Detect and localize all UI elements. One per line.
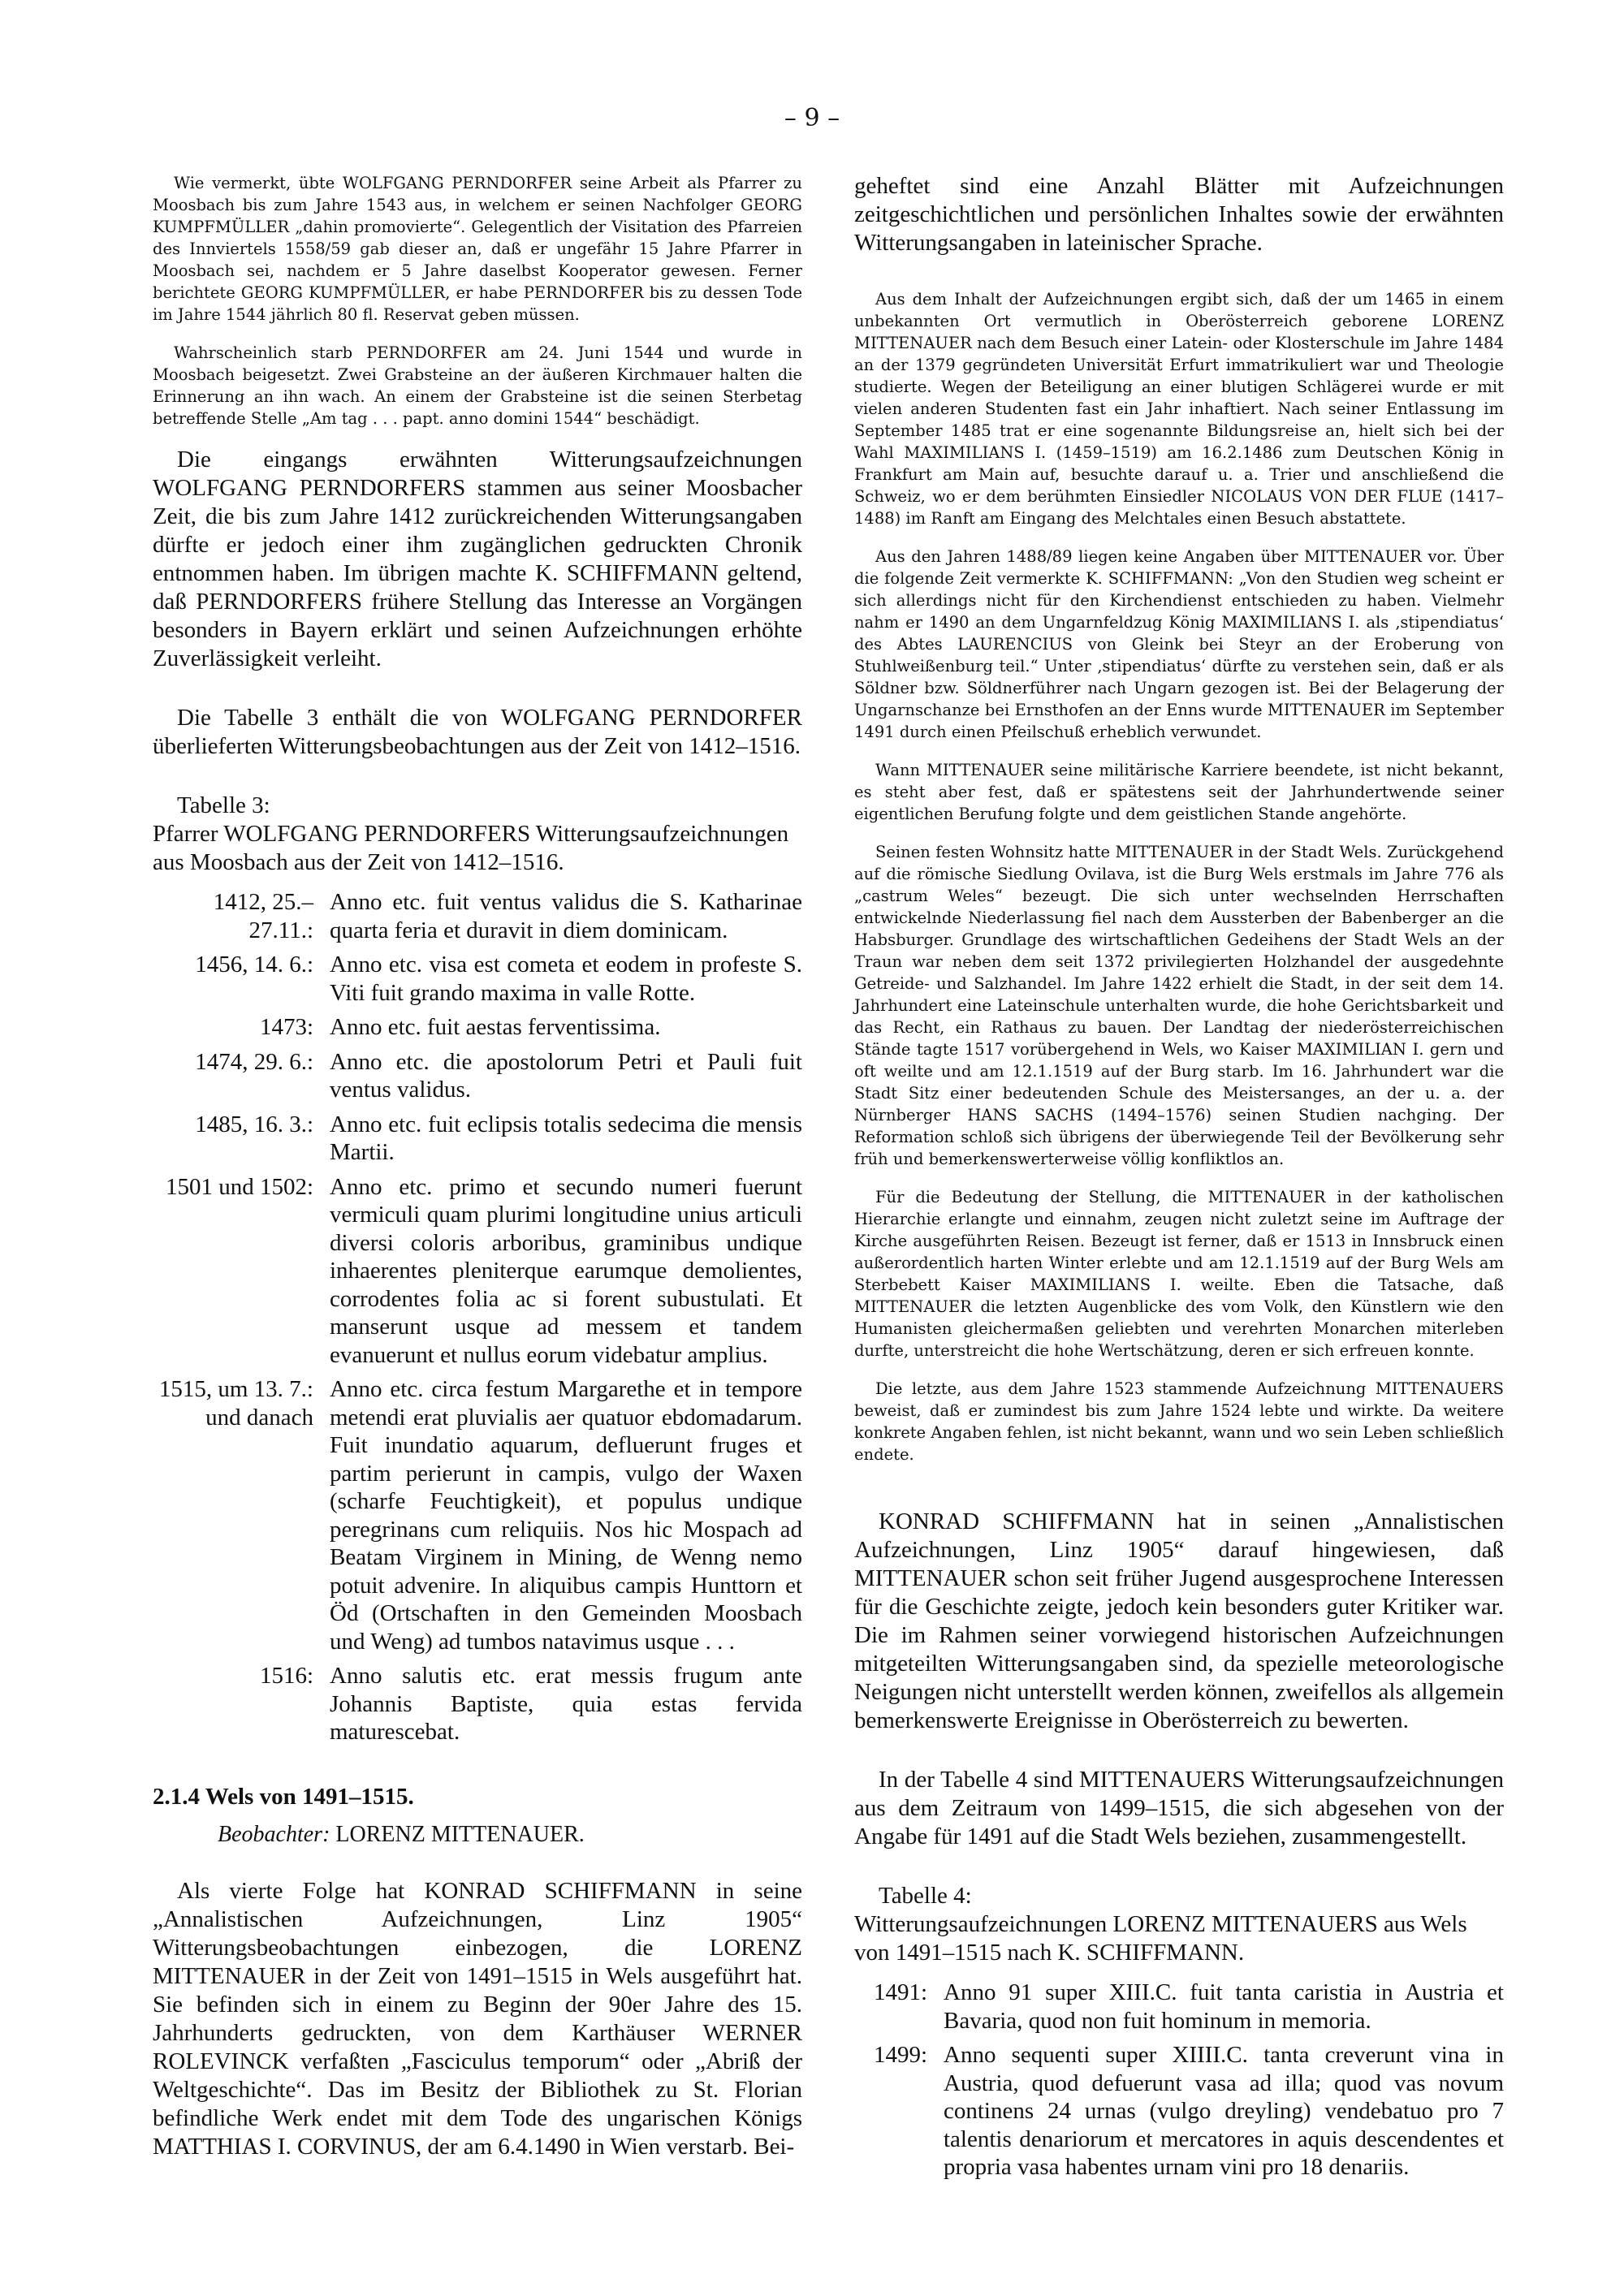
table3-date: 1485, 16. 3.:	[195, 1111, 313, 1137]
table4-caption-title: Witterungsaufzeichnungen LORENZ MITTENAUERS aus Wels von 1491–1515 nach K. SCHIFFMANN.	[854, 1911, 1467, 1966]
footnote-paragraph: Wie vermerkt, übte WOLFGANG PERNDORFER seine Arbeit als Pfarrer zu Moosbach bis zum Jahre 1543 aus, in welchem er seinen Nachfolger GEORG KUMPFMÜLLER „dahin promovierte“. Gelegentlich der Visitation des Pfarreien des Innviertels 1558/59 gab dieser an, daß er ungefähr 15 Jahre Pfarrer in Moosbach sei, nachdem er 5 Jahre daselbst Kooperator gewesen. Ferner berichtete GEORG KUMPFMÜLLER, er habe PERNDORFER bis zu dessen Tode im Jahre 1544 jährlich 80 fl. Reservat geben müssen.	[153, 174, 802, 324]
table3-row	[153, 951, 802, 1007]
footnote-paragraph: Aus dem Inhalt der Aufzeichnungen ergibt sich, daß der um 1465 in einem unbekannten Ort vermutlich in Oberösterreich geborene LORENZ MITTENAUER nach dem Besuch einer Latein- oder Klosterschule im Jahre 1484 an der 1379 gegründeten Universität Erfurt immatrikuliert war und Theologie studierte. Wegen der Beteiligung an einer blutigen Schlägerei wurde er mit vielen anderen Studenten fast ein Jahr inhaftiert. Nach seiner Entlassung im September 1485 trat er eine sogenannte Bildungsreise an, hielt sich bei der Wahl MAXIMILIANS I. (1459–1519) am 16.2.1486 zum Deutschen König in Frankfurt am Main auf, besuchte darauf u. a. Trier und anschließend die Schweiz, wo er dem berühmten Einsiedler NICOLAUS VON DER FLUE (1417–1488) im Ranft am Eingang des Melchtales einen Besuch abstattete.	[854, 290, 1504, 528]
table3-text: Anno etc. fuit eclipsis totalis sedecima die mensis Martii.	[330, 1111, 802, 1165]
table3-text: Anno etc. circa festum Margarethe et in tempore metendi erat pluvialis aer quatuor ebdomadarum. Fuit inundatio aquarum, defluerunt fruges et partim perierunt in campis, vulgo der Waxen (scharfe Feuchtigkeit), et populus undique peregrinans cum reliquiis. Nos hic Mospach ad Beatam Virginem in Mining, de Wenng nemo potuit advenire. In aliquibus campis Hunttorn et Öd (Ortschaften in den Gemeinden Moosbach und Weng) ad tumbos natavimus usque . . .	[330, 1376, 802, 1655]
table3-date: 1412, 25.–27.11.:	[213, 889, 313, 943]
table4-caption-label: Tabelle 4:	[879, 1883, 972, 1909]
body-paragraph: KONRAD SCHIFFMANN hat in seinen „Annalistischen Aufzeichnungen, Linz 1905“ darauf hingewiesen, daß MITTENAUER schon seit früher Jugend ausgesprochene Interessen für die Geschichte zeigte, jedoch kein besonders guter Kritiker war. Die im Rahmen seiner vorwiegend historischen Aufzeichnungen mitgeteilten Witterungsangaben sind, da spezielle meteorologische Neigungen nicht unterstellt werden können, zweifellos als allgemein bemerkenswerte Ereignisse in Oberösterreich zu bewerten.	[854, 1508, 1504, 1733]
table3-text: Anno etc. visa est cometa et eodem in profeste S. Viti fuit grando maxima in valle Rotte.	[330, 952, 802, 1006]
table3-date: 1516:	[259, 1663, 313, 1689]
table4-caption	[854, 1882, 1504, 1967]
table3-text: Anno etc. fuit ventus validus die S. Katharinae quarta feria et duravit in diem dominicam.	[330, 889, 802, 943]
table3-entries	[153, 888, 802, 1746]
table3-row	[153, 1048, 802, 1104]
table3-caption-title: Pfarrer WOLFGANG PERNDORFERS Witterungsaufzeichnungen aus Moosbach aus der Zeit von 1412–1516.	[153, 821, 789, 875]
right-column	[854, 172, 1504, 2212]
body-paragraph: geheftet sind eine Anzahl Blätter mit Aufzeichnungen zeitgeschichtlichen und persönlichen Inhaltes sowie der erwähnten Witterungsangaben in lateinischer Sprache.	[854, 173, 1504, 256]
table4-row	[854, 2041, 1504, 2182]
footnote-paragraph: Wahrscheinlich starb PERNDORFER am 24. Juni 1544 und wurde in Moosbach beigesetzt. Zwei Grabsteine an der äußeren Kirchmauer halten die Erinnerung an ihn wach. An einem der Grabsteine ist die seinen Sterbetag betreffende Stelle „Am tag . . . papt. anno domini 1544“ beschädigt.	[153, 343, 802, 428]
table3-text: Anno etc. primo et secundo numeri fuerunt vermiculi quam plurimi longitudine unius articuli diversi coloris arboribus, graminibus undique inhaerentes pleniterque earumque demolientes, corrodentes folia ac si forent subustulati. Et manserunt usque ad messem et tandem evanuerunt et nullus eorum videbatur amplius.	[330, 1173, 802, 1368]
left-column	[153, 172, 802, 2192]
table3-caption	[153, 792, 802, 877]
table4-row	[854, 1979, 1504, 2035]
table3-row	[153, 1375, 802, 1655]
footnote-paragraph: Seinen festen Wohnsitz hatte MITTENAUER in der Stadt Wels. Zurückgehend auf die römische Siedlung Ovilava, ist die Burg Wels erstmals im Jahre 776 als „castrum Weles“ bezeugt. Die sich unter wechselnden Herrschaften entwickelnde Niederlassung fiel nach dem Aussterben der Babenberger an die Habsburger. Grundlage des wirtschaftlichen Gedeihens der Stadt Wels an der Traun war neben dem seit 1372 privilegierten Holzhandel der ausgedehnte Getreide- und Salzhandel. Im Jahre 1422 erhielt die Stadt, in der seit dem 14. Jahrhundert eine Lateinschule unterhalten wurde, die hohe Gerichtsbarkeit und das Recht, ein Rathaus zu bauen. Der Landtag der niederösterreichischen Stände tagte 1517 vorübergehend in Wels, wo Kaiser MAXIMILIAN I. gern und oft weilte und am 12.1.1519 auf der Burg starb. Im 16. Jahrhundert war die Stadt Sitz einer bedeutenden Schule des Meistersanges, an der u. a. der Nürnberger HANS SACHS (1494–1576) seinen Studien nachging. Der Reformation schloß sich übrigens der überwiegende Teil der Bevölkerung sehr früh und bemerkenswerterweise völlig konfliktlos an.	[854, 843, 1504, 1168]
table4-entries	[854, 1979, 1504, 2182]
observer-label: Beobachter:	[218, 1821, 330, 1847]
footnote-paragraph: Aus den Jahren 1488/89 liegen keine Angaben über MITTENAUER vor. Über die folgende Zeit vermerkte K. SCHIFFMANN: „Von den Studien weg scheint er sich allerdings nicht für den Kirchendienst entschieden zu haben. Vielmehr nahm er 1490 an dem Ungarnfeldzug König MAXIMILIANS I. als ‚stipendiatus‘ des Abtes LAURENCIUS von Gleink bei Steyr an der Eroberung von Stuhlweißenburg teil.“ Unter ‚stipendiatus‘ dürfte zu verstehen sein, daß er als Söldner bzw. Söldnerführer nach Ungarn gezogen ist. Bei der Belagerung der Ungarnschanze bei Ernsthofen an der Enns wurde MITTENAUER im September 1491 durch einen Pfeilschuß erheblich verwundet.	[854, 547, 1504, 741]
table4-date: 1491:	[873, 1979, 927, 2005]
table3-row	[153, 888, 802, 944]
table3-date: 1473:	[259, 1014, 313, 1040]
table4-date: 1499:	[873, 2042, 927, 2068]
footnote-paragraph: Für die Bedeutung der Stellung, die MITTENAUER in der katholischen Hierarchie erlangte und einnahm, zeugen nicht zuletzt seine im Auftrage der Kirche ausgeführten Reisen. Bezeugt ist ferner, daß er 1513 in Innsbruck einen außerordentlich harten Winter erlebte und am 12.1.1519 auf der Burg Wels am Sterbebett Kaiser MAXIMILIANS I. weilte. Eben die Tatsache, daß MITTENAUER die letzten Augenblicke des vom Volk, den Künstlern wie den Humanisten gleichermaßen geliebten und verehrten Monarchen miterleben durfte, unterstreicht die hohe Wertschätzung, deren er sich erfreuen konnte.	[854, 1188, 1504, 1360]
body-paragraph: In der Tabelle 4 sind MITTENAUERS Witterungsaufzeichnungen aus dem Zeitraum von 1499–1515, die sich abgesehen von der Angabe für 1491 auf die Stadt Wels beziehen, zusammengestellt.	[854, 1767, 1504, 1849]
footnote-paragraph: Die letzte, aus dem Jahre 1523 stammende Aufzeichnung MITTENAUERS beweist, daß er zumindest bis zum Jahre 1524 lebte und wirkte. Da weitere konkrete Angaben fehlen, ist nicht bekannt, wann und wo sein Leben schließlich endete.	[854, 1379, 1504, 1464]
table4-text: Anno sequenti super XIIII.C. tanta creverunt vina in Austria, quod defuerunt vasa ad illa; quod vas novum continens 24 urnas (vulgo dreyling) vendebatuo pro 7 talentis denariorum et mercatores in aquis descendentes et propria vasa habentes urnam vini pro 18 denariis.	[944, 2042, 1504, 2180]
body-paragraph: Die eingangs erwähnten Witterungsaufzeichnungen WOLFGANG PERNDORFERS stammen aus seiner Moosbacher Zeit, die bis zum Jahre 1412 zurückreichenden Witterungsangaben dürfte er jedoch einer ihm zugänglichen gedruckten Chronik entnommen haben. Im übrigen machte K. SCHIFFMANN geltend, daß PERNDORFERS frühere Stellung das Interesse an Vorgängen besonders in Bayern erklärt und seinen Aufzeichnungen erhöhte Zuverlässigkeit verleiht.	[153, 447, 802, 671]
table3-text: Anno etc. fuit aestas ferventissima.	[330, 1014, 661, 1040]
table3-date: 1515, um 13. 7.: und danach	[158, 1376, 313, 1431]
footnote-paragraph: Wann MITTENAUER seine militärische Karriere beendete, ist nicht bekannt, es steht aber fest, daß er spätestens seit der Jahrhundertwende seiner eigentlichen Berufung folgte und dem geistlichen Stande angehörte.	[854, 761, 1504, 823]
table3-row	[153, 1111, 802, 1167]
observer-name: LORENZ MITTENAUER.	[335, 1821, 585, 1847]
table3-caption-label: Tabelle 3:	[177, 792, 270, 818]
table3-text: Anno salutis etc. erat messis frugum ante Johannis Baptiste, quia estas fervida maturescebat.	[330, 1663, 802, 1745]
section-heading: 2.1.4 Wels von 1491–1515.	[153, 1783, 414, 1810]
table3-row	[153, 1173, 802, 1370]
table3-date: 1474, 29. 6.:	[195, 1048, 313, 1075]
table3-row	[153, 1013, 802, 1042]
body-paragraph: Als vierte Folge hat KONRAD SCHIFFMANN in seine „Annalistischen Aufzeichnungen, Linz 1905“ Witterungsbeobachtungen einbezogen, die LORENZ MITTENAUER in der Zeit von 1491–1515 in Wels ausgeführt hat. Sie befinden sich in einem zu Beginn der 90er Jahre des 15. Jahrhunderts gedruckten, von dem Karthäuser WERNER ROLEVINCK verfaßten „Fasciculus temporum“ oder „Abriß der Weltgeschichte“. Das im Besitz der Bibliothek zu St. Florian befindliche Werk endet mit dem Tode des ungarischen Königs MATTHIAS I. CORVINUS, der am 6.4.1490 in Wien verstarb. Bei-	[153, 1877, 802, 2160]
page-number: – 9 –	[784, 104, 840, 132]
table3-date: 1456, 14. 6.:	[195, 952, 313, 978]
observer-line	[153, 1822, 802, 1848]
table4-text: Anno 91 super XIII.C. fuit tanta caristia in Austria et Bavaria, quod non fuit hominum in memoria.	[944, 1979, 1504, 2034]
body-paragraph: Die Tabelle 3 enthält die von WOLFGANG PERNDORFER überlieferten Witterungsbeobachtungen aus der Zeit von 1412–1516.	[153, 705, 802, 759]
table3-date: 1501 und 1502:	[165, 1173, 313, 1200]
table3-row	[153, 1662, 802, 1746]
table3-text: Anno etc. die apostolorum Petri et Pauli fuit ventus validus.	[330, 1048, 802, 1103]
